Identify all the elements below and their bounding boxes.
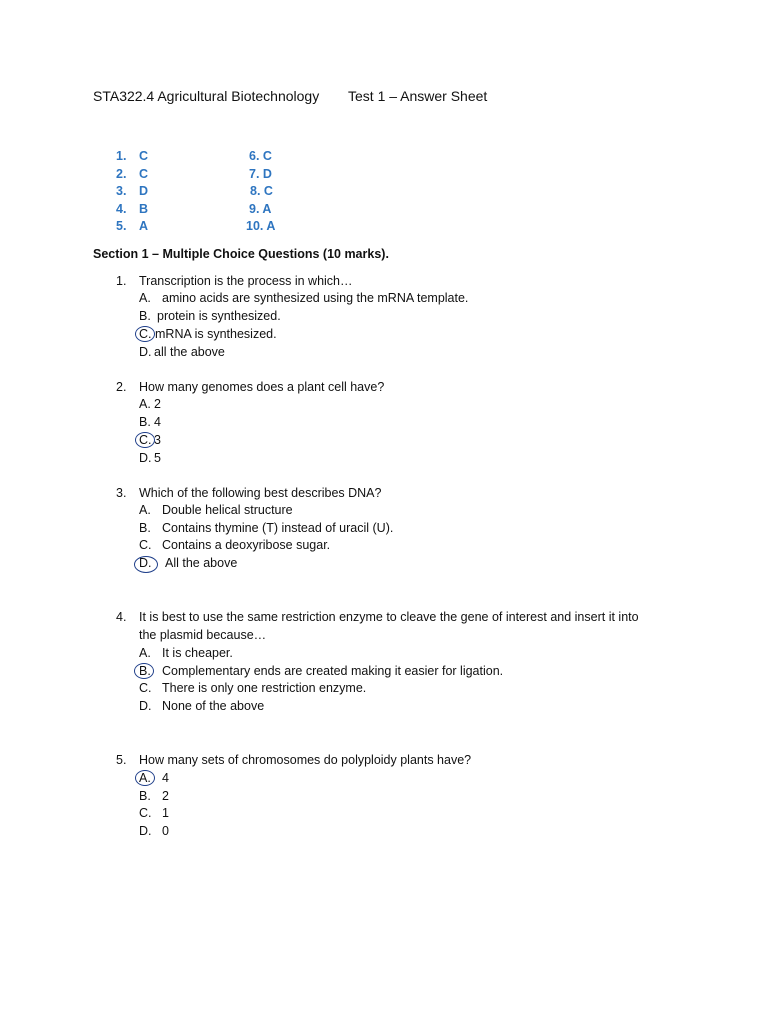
question-text: Which of the following best describes DNA? bbox=[139, 486, 382, 500]
option-label: D. bbox=[139, 556, 152, 570]
question-number: 1. bbox=[116, 274, 127, 288]
course-title: STA322.4 Agricultural Biotechnology bbox=[93, 88, 320, 104]
option-text: 2 bbox=[154, 397, 161, 411]
question-text-continued: the plasmid because… bbox=[139, 628, 267, 642]
key-number: 1. bbox=[116, 149, 127, 163]
question-number: 5. bbox=[116, 753, 127, 767]
answer-circle-mark bbox=[135, 432, 155, 448]
option-label: A. bbox=[139, 646, 151, 660]
question-text: How many genomes does a plant cell have? bbox=[139, 380, 385, 394]
key-number: 4. bbox=[116, 202, 127, 216]
key-item: 6. C bbox=[249, 149, 272, 163]
key-item: 9. A bbox=[249, 202, 272, 216]
option-text: It is cheaper. bbox=[162, 646, 233, 660]
option-label: D. bbox=[139, 824, 152, 838]
key-number: 5. bbox=[116, 219, 127, 233]
option-text: 4 bbox=[154, 415, 161, 429]
answer-circle-mark bbox=[135, 770, 155, 786]
key-answer: D bbox=[139, 184, 149, 198]
option-label: C. bbox=[139, 433, 152, 447]
option-text: all the above bbox=[154, 345, 225, 359]
answer-circle-mark bbox=[134, 663, 154, 679]
option-text: 5 bbox=[154, 451, 161, 465]
option-label: C. bbox=[139, 538, 152, 552]
test-title: Test 1 – Answer Sheet bbox=[348, 88, 488, 104]
option-label: A. bbox=[139, 503, 151, 517]
option-text: mRNA is synthesized. bbox=[155, 327, 277, 341]
option-text: 4 bbox=[162, 771, 169, 785]
question-number: 2. bbox=[116, 380, 127, 394]
option-text: protein is synthesized. bbox=[157, 309, 281, 323]
option-text: Contains thymine (T) instead of uracil (U). bbox=[162, 521, 394, 535]
question-text: How many sets of chromosomes do polyploidy plants have? bbox=[139, 753, 472, 767]
option-text: 3 bbox=[154, 433, 161, 447]
option-text: None of the above bbox=[162, 699, 265, 713]
question-text: Transcription is the process in which… bbox=[139, 274, 353, 288]
key-answer: C bbox=[139, 167, 149, 181]
option-text: There is only one restriction enzyme. bbox=[162, 681, 367, 695]
option-text: amino acids are synthesized using the mRNA template. bbox=[162, 291, 469, 305]
key-answer: B bbox=[139, 202, 149, 216]
question-number: 4. bbox=[116, 610, 127, 624]
question-text: It is best to use the same restriction enzyme to cleave the gene of interest and insert it into bbox=[139, 610, 639, 624]
option-label: B. bbox=[139, 309, 151, 323]
section-heading: Section 1 – Multiple Choice Questions (10 marks). bbox=[93, 247, 389, 261]
option-text: All the above bbox=[165, 556, 238, 570]
option-label: D. bbox=[139, 699, 152, 713]
key-answer: A bbox=[139, 219, 149, 233]
option-label: C. bbox=[139, 806, 152, 820]
option-label: B. bbox=[139, 415, 151, 429]
option-label: A. bbox=[139, 291, 151, 305]
key-number: 3. bbox=[116, 184, 127, 198]
option-text: 0 bbox=[162, 824, 169, 838]
option-label: B. bbox=[139, 789, 151, 803]
option-label: A. bbox=[139, 397, 151, 411]
key-answer: C bbox=[139, 149, 149, 163]
option-label: B. bbox=[139, 664, 151, 678]
answer-circle-mark bbox=[135, 326, 155, 342]
key-number: 2. bbox=[116, 167, 127, 181]
option-label: D. bbox=[139, 345, 152, 359]
option-label: D. bbox=[139, 451, 152, 465]
option-text: 1 bbox=[162, 806, 169, 820]
key-item: 7. D bbox=[249, 167, 272, 181]
option-label: A. bbox=[139, 771, 151, 785]
key-item: 10. A bbox=[246, 219, 276, 233]
option-label: C. bbox=[139, 681, 152, 695]
question-number: 3. bbox=[116, 486, 127, 500]
option-text: Complementary ends are created making it easier for ligation. bbox=[162, 664, 504, 678]
option-label: C. bbox=[139, 327, 152, 341]
option-label: B. bbox=[139, 521, 151, 535]
option-text: Contains a deoxyribose sugar. bbox=[162, 538, 331, 552]
answer-circle-mark bbox=[134, 556, 158, 573]
option-text: Double helical structure bbox=[162, 503, 293, 517]
option-text: 2 bbox=[162, 789, 169, 803]
key-item: 8. C bbox=[250, 184, 273, 198]
